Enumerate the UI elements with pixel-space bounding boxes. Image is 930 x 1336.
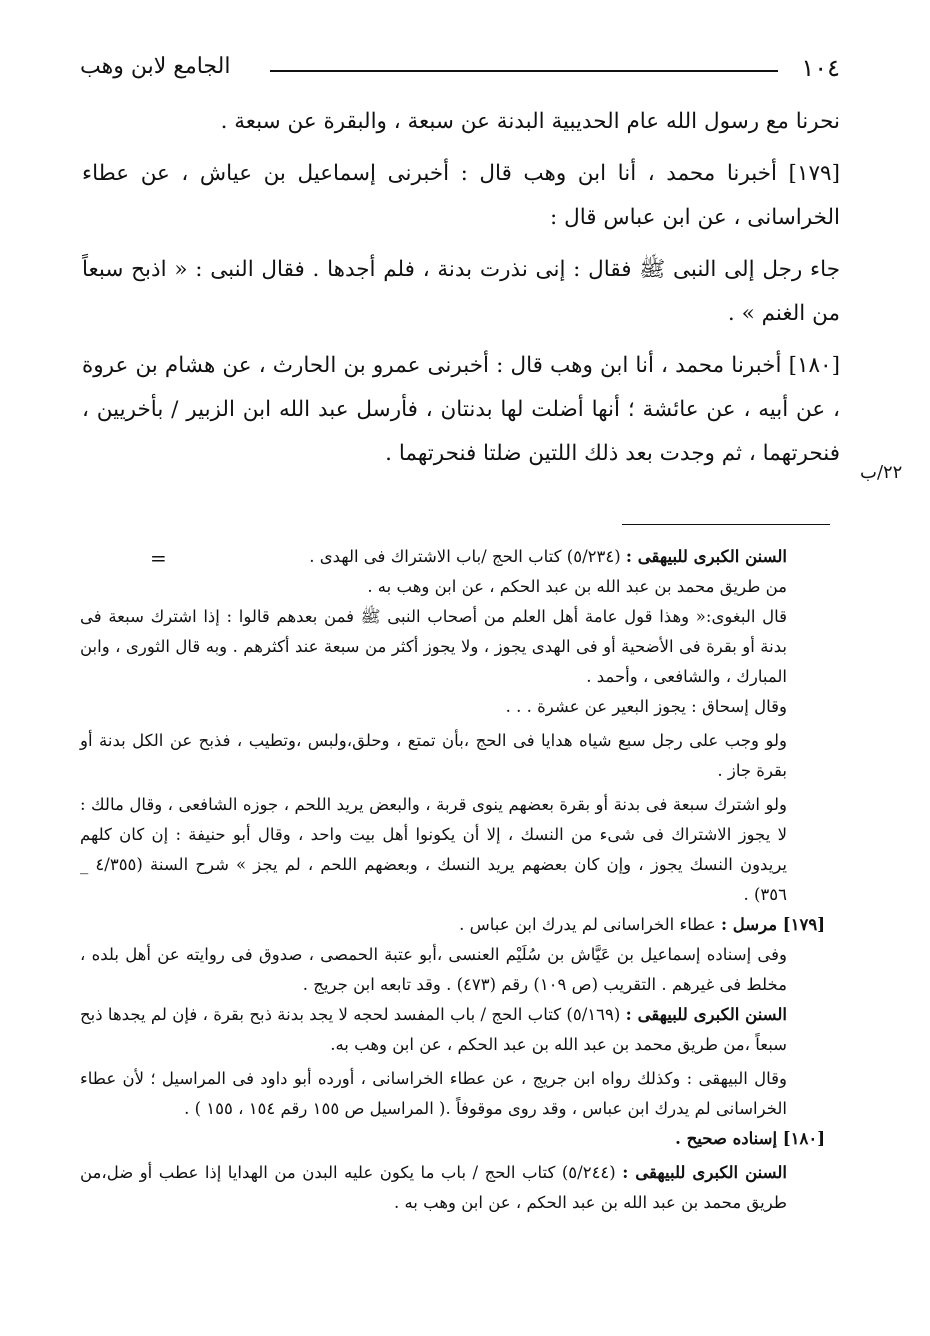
note-12-text: (٥/٢٤٤) كتاب الحج / باب ما يكون عليه البدن من الهدايا إذا عطب أو <box>139 1163 616 1182</box>
note-9-text: (٥/١٦٩) كتاب الحج / باب المفسد لحجه لا يجد بدنة ذبح بقرة ، فإن لم <box>150 1005 621 1024</box>
hadith-179-body-2: « اذبح سبعاً من الغنم » . <box>82 257 840 326</box>
note-6-line-3: كان كلهم يريدون النسك يجوز ، وإن كان بعضهم يريد النسك ، وبعضهم اللحم ، لم يجز » شرح السنة <box>80 825 788 874</box>
margin-folio-marker: ٢٢/ب <box>860 462 903 483</box>
note-10-line-2: عطاء الخراسانى لم يدرك ابن عباس ، وقد روى موقوفاً .( المراسيل ص ١٥٥ رقم ١٥٤ ، ١٥٥ ) . <box>80 1069 787 1118</box>
note-3-line-2: فى بدنة أو بقرة فى الأضحية أو فى الهدى يجوز ، ولا يجوز أكثر من سبعة عند أكثرهم . وبه قال <box>80 607 787 656</box>
note-1-text: (٥/٢٣٤) كتاب الحج /باب الاشتراك فى الهدى . <box>309 547 621 566</box>
running-title: الجامع لابن وهب <box>80 54 231 79</box>
hadith-180-line-3: ابن الزبير / بأخريين ، فنحرتهما ، ثم وجدت بعد ذلك اللتين ضلتا فنحرتهما . <box>82 397 840 466</box>
note-1 <box>80 542 825 572</box>
page-number: ١٠٤ <box>801 54 840 82</box>
note-9-line-2: يجدها ذبح سبعاً ،من طريق محمد بن عبد الله بن عبد الحكم ، عن ابن وهب به. <box>80 1005 787 1054</box>
note-6-line-2: مالك : لا يجوز الاشتراك فى شىء من النسك ، إلا أن يكونوا أهل بيت واحد ، وقال أبو حنيفة : إن <box>80 795 787 844</box>
hadith-179-line-1: أخبرنا محمد ، أنا ابن وهب قال : أخبرنى إسماعيل بن عياش ، عن <box>140 161 777 186</box>
note-12 <box>80 1158 825 1218</box>
paragraph-1-text: نحرنا مع رسول الله عام الحديبية البدنة عن سبعة ، والبقرة عن سبعة . <box>220 109 840 134</box>
note-8-line-1: وفى إسناده إسماعيل بن عَيَّاش بن سُلَيْم العنسى ،أبو عتبة الحمصى ، صدوق فى روايته عن أهل <box>125 945 788 964</box>
note-6 <box>80 790 825 910</box>
hadith-180-line-1: أخبرنا محمد ، أنا ابن وهب قال : أخبرنى عمرو بن الحارث ، عن <box>222 353 782 378</box>
header-rule <box>270 70 778 72</box>
note-3 <box>80 602 825 692</box>
hadith-179-body <box>82 248 840 336</box>
note-2-text: من طريق محمد بن عبد الله بن عبد الحكم ، عن ابن وهب به . <box>367 577 787 596</box>
note-9-head: السنن الكبرى للبيهقى : <box>625 1005 788 1024</box>
note-8-line-2: بلده ، مخلط فى غيرهم . التقريب (ص ١٠٩) رقم (٤٧٣) . وقد تابعه ابن جريج . <box>80 945 787 994</box>
note-179-head: [١٧٩] مرسل : <box>720 915 825 934</box>
note-179-text: عطاء الخراسانى لم يدرك ابن عباس . <box>459 915 716 934</box>
hadith-180-line-2: هشام بن عروة ، عن أبيه ، عن عائشة ؛ أنها أضلت لها بدنتان ، فأرسل عبد الله <box>82 353 840 422</box>
note-2 <box>80 572 825 602</box>
note-10 <box>80 1064 825 1124</box>
note-179 <box>80 910 825 940</box>
hadith-179-line-2: عطاء الخراسانى ، عن ابن عباس قال : <box>82 161 840 230</box>
hadith-180 <box>82 344 840 476</box>
note-1-head: السنن الكبرى للبيهقى : <box>625 547 787 566</box>
hadith-179-body-1: جاء رجل إلى النبى ﷺ فقال : إنى نذرت بدنة ، فلم أجدها . فقال النبى : <box>195 257 840 282</box>
note-180-head: [١٨٠] إسناده صحيح . <box>675 1129 825 1148</box>
note-10-line-1: وقال البيهقى : وكذلك رواه ابن جريج ، عن عطاء الخراسانى ، أورده أبو داود فى المراسيل ؛ لأن <box>122 1069 787 1088</box>
note-4 <box>80 692 825 722</box>
hadith-179-number: [١٧٩] <box>788 161 840 186</box>
footnotes <box>80 542 825 1218</box>
footnotes-rule <box>622 524 830 525</box>
note-8 <box>80 940 825 1000</box>
hadith-179 <box>82 152 840 240</box>
note-3-line-3: الثورى ، وابن المبارك ، والشافعى ، وأحمد . <box>80 637 787 686</box>
note-5 <box>80 726 825 786</box>
note-4-text: وقال إسحاق : يجوز البعير عن عشرة . . . <box>505 697 787 716</box>
main-text <box>82 100 840 476</box>
note-3-line-1: قال البغوى:« وهذا قول عامة أهل العلم من أصحاب النبى ﷺ فمن بعدهم قالوا : إذا اشترك سبعة <box>108 607 788 626</box>
note-9 <box>80 1000 825 1060</box>
note-6-line-4: (٤/٣٥٥ _ ٣٥٦) . <box>80 855 787 904</box>
note-12-head: السنن الكبرى للبيهقى : <box>622 1163 787 1182</box>
hadith-180-number: [١٨٠] <box>788 353 840 378</box>
continuation-mark: = <box>150 546 167 570</box>
page-header <box>80 48 840 88</box>
note-5-line-2: بدنة أو بقرة جاز . <box>80 731 787 780</box>
note-6-line-1: ولو اشترك سبعة فى بدنة أو بقرة بعضهم ينوى قربة ، والبعض يريد اللحم ، جوزه الشافعى ، وقال <box>129 795 788 814</box>
note-12-line-2: ضل،من طريق محمد بن عبد الله بن عبد الحكم ، عن ابن وهب به . <box>80 1163 787 1212</box>
note-5-line-1: ولو وجب على رجل سبع شياه هدايا فى الحج ،بأن تمتع ، وحلق،ولبس ،وتطيب ، فذبح عن الكل <box>132 731 787 750</box>
note-180 <box>80 1124 825 1154</box>
paragraph-1 <box>82 100 840 144</box>
